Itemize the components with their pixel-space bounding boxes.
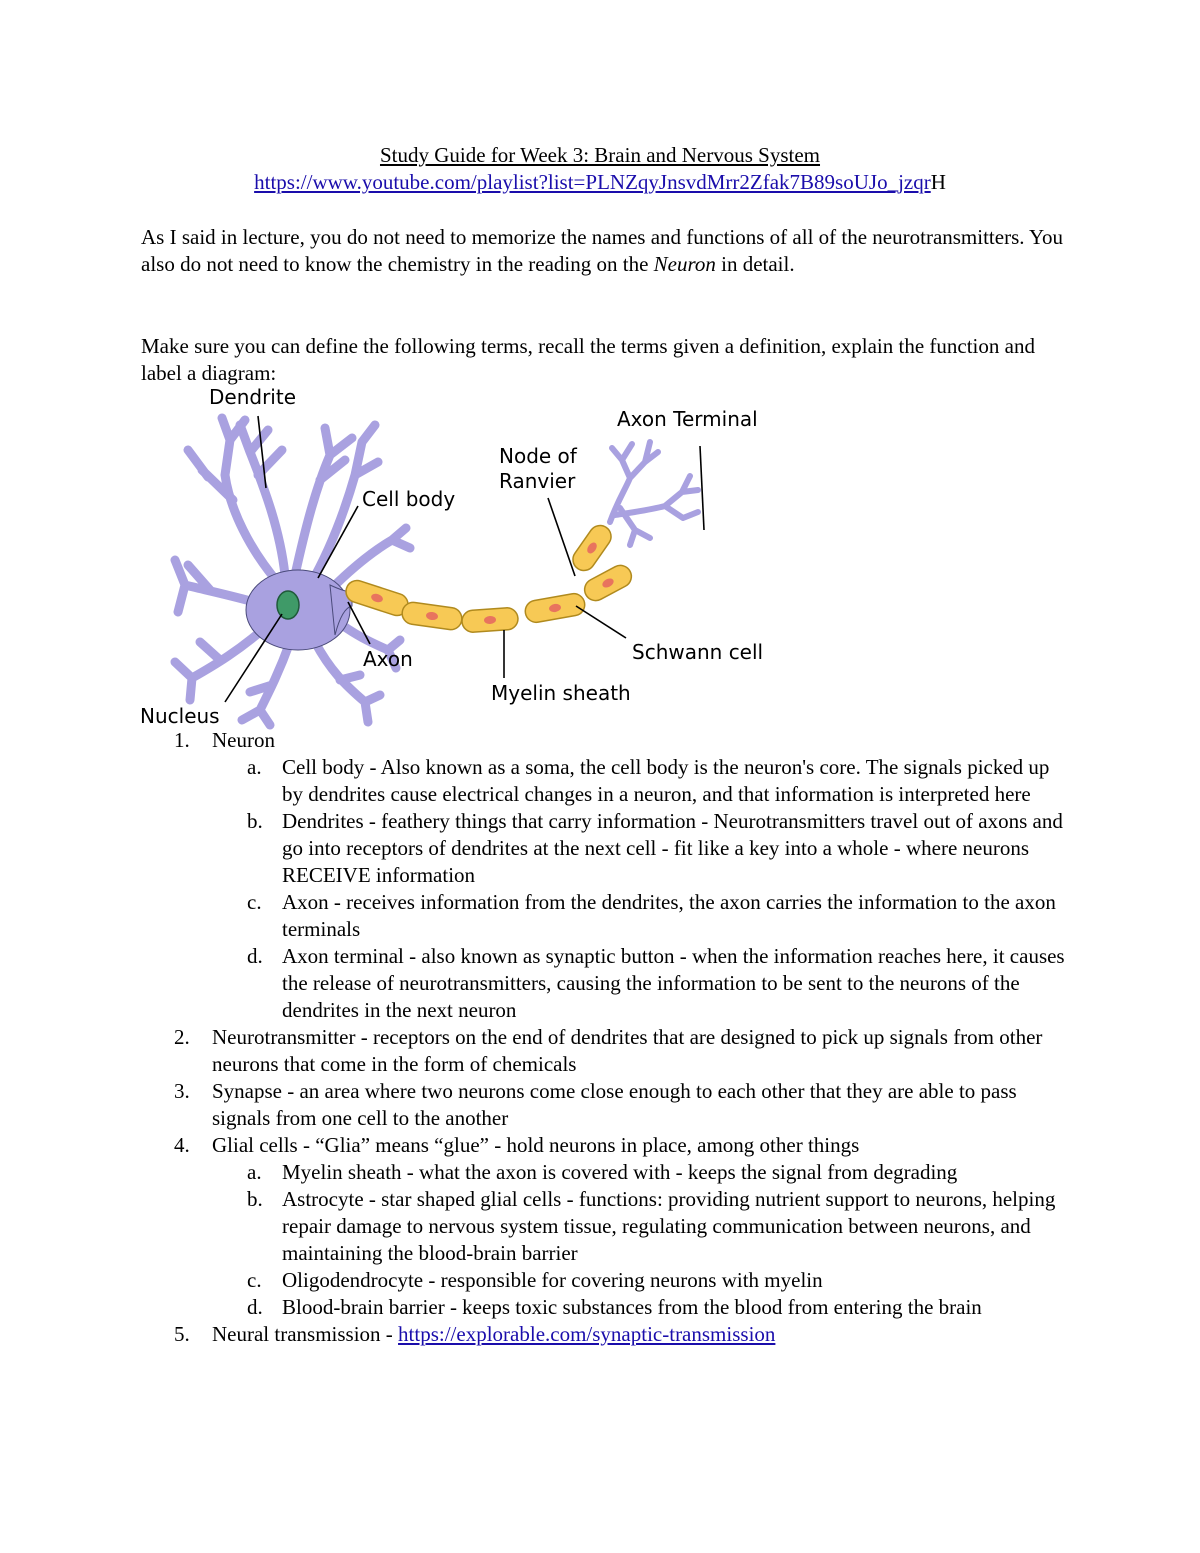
intro-text-2: in detail. [715, 252, 795, 276]
sub-list-text: Myelin sheath - what the axon is covered with - keeps the signal from degrading [282, 1160, 958, 1184]
sub-list-text: Oligodendrocyte - responsible for covering neurons with myelin [282, 1268, 823, 1292]
playlist-suffix: H [930, 170, 946, 194]
list-item-text: Neurotransmitter - receptors on the end of dendrites that are designed to pick up signals from other neurons that come in the form of chemicals [212, 1025, 1043, 1076]
sub-list-letter: b. [247, 809, 263, 833]
sub-list-letter: d. [247, 944, 263, 968]
header [0, 142, 1200, 196]
label-node-line-2: Ranvier [499, 469, 576, 493]
term-list [130, 727, 1075, 1348]
nucleus-shape [277, 591, 299, 619]
sub-list-item [130, 808, 1075, 889]
label-axon-terminal: Axon Terminal [617, 407, 758, 431]
sub-list-text: Astrocyte - star shaped glial cells - functions: providing nutrient support to neurons, helping repair damage to nervous system tissue, regulating communication between neurons, and maintaining the blood-brain barrier [282, 1187, 1056, 1265]
leader-schwann [576, 606, 626, 638]
myelin-segment-3 [461, 607, 518, 633]
playlist-link[interactable]: https://www.youtube.com/playlist?list=PLNZqyJnsvdMrr2Zfak7B89soUJo_jzqr [254, 170, 931, 194]
sub-list-item [130, 1186, 1075, 1267]
leader-axon-terminal [700, 446, 704, 530]
label-axon: Axon [363, 647, 413, 671]
sub-list-item [130, 754, 1075, 808]
instructions-paragraph: Make sure you can define the following terms, recall the terms given a definition, explain the function and label a diagram: [141, 334, 1035, 385]
label-node-line-1: Node of [499, 444, 577, 468]
myelin-segment-6 [569, 521, 616, 575]
intro-paragraph [141, 224, 1071, 278]
list-item-text: Synapse - an area where two neurons come close enough to each other that they are able to pass signals from one cell to the another [212, 1079, 1017, 1130]
myelin-segment-2 [401, 601, 463, 631]
sub-list-letter: c. [247, 890, 262, 914]
neural-transmission-link[interactable]: https://explorable.com/synaptic-transmission [398, 1322, 776, 1346]
sub-list-text: Axon - receives information from the dendrites, the axon carries the information to the axon terminals [282, 890, 1056, 941]
sub-list-letter: b. [247, 1187, 263, 1211]
label-schwann-cell: Schwann cell [632, 640, 764, 664]
axon-terminal-branches [610, 442, 698, 545]
list-item [130, 1321, 1075, 1348]
page-title: Study Guide for Week 3: Brain and Nervous System [379, 143, 821, 167]
list-item [130, 1132, 1075, 1159]
label-dendrite: Dendrite [209, 385, 297, 409]
sub-list-item [130, 1267, 1075, 1294]
sub-list-text: Axon terminal - also known as synaptic button - when the information reaches here, it causes the release of neurotransmitters, causing the information to be sent to the neurons of the dendrites in the next neuron [282, 944, 1065, 1022]
label-cell-body: Cell body [362, 487, 456, 511]
list-item [130, 727, 1075, 754]
sub-list-item [130, 1294, 1075, 1321]
label-myelin-sheath: Myelin sheath [491, 681, 631, 705]
list-item-text: Glial cells - “Glia” means “glue” - hold neurons in place, among other things [212, 1133, 860, 1157]
list-number: 2. [174, 1025, 190, 1049]
list-item-text: Neural transmission - [212, 1322, 399, 1346]
list-number: 4. [174, 1133, 190, 1157]
list-number: 3. [174, 1079, 190, 1103]
sub-list-letter: a. [247, 1160, 262, 1184]
sub-list-text: Dendrites - feathery things that carry information - Neurotransmitters travel out of axons and go into receptors of dendrites at the next cell - fit like a key into a whole - where neurons RECEIVE information [282, 809, 1063, 887]
sub-list-letter: d. [247, 1295, 263, 1319]
sub-list-letter: a. [247, 755, 262, 779]
myelin-segment-4 [524, 592, 587, 624]
sub-list-item [130, 943, 1075, 1024]
playlist-line [0, 169, 1200, 196]
dendrites [175, 418, 410, 725]
sub-list-letter: c. [247, 1268, 262, 1292]
list-number: 1. [174, 728, 190, 752]
label-nucleus: Nucleus [140, 704, 220, 728]
sub-list-item [130, 1159, 1075, 1186]
list-item [130, 1024, 1075, 1078]
intro-emphasis: Neuron [653, 252, 716, 276]
list-number: 5. [174, 1322, 190, 1346]
leader-node [548, 498, 575, 576]
sub-list-text: Blood-brain barrier - keeps toxic substances from the blood from entering the brain [282, 1295, 982, 1319]
list-item-text: Neuron [212, 728, 275, 752]
neuron-diagram [130, 380, 810, 730]
sub-list-item [130, 889, 1075, 943]
list-item [130, 1078, 1075, 1132]
intro-text-1: As I said in lecture, you do not need to memorize the names and functions of all of the neurotransmitters. You also do not need to know the chemistry in the reading on the [141, 225, 1064, 276]
sub-list-text: Cell body - Also known as a soma, the cell body is the neuron's core. The signals picked up by dendrites cause electrical changes in a neuron, and that information is interpreted here [282, 755, 1050, 806]
